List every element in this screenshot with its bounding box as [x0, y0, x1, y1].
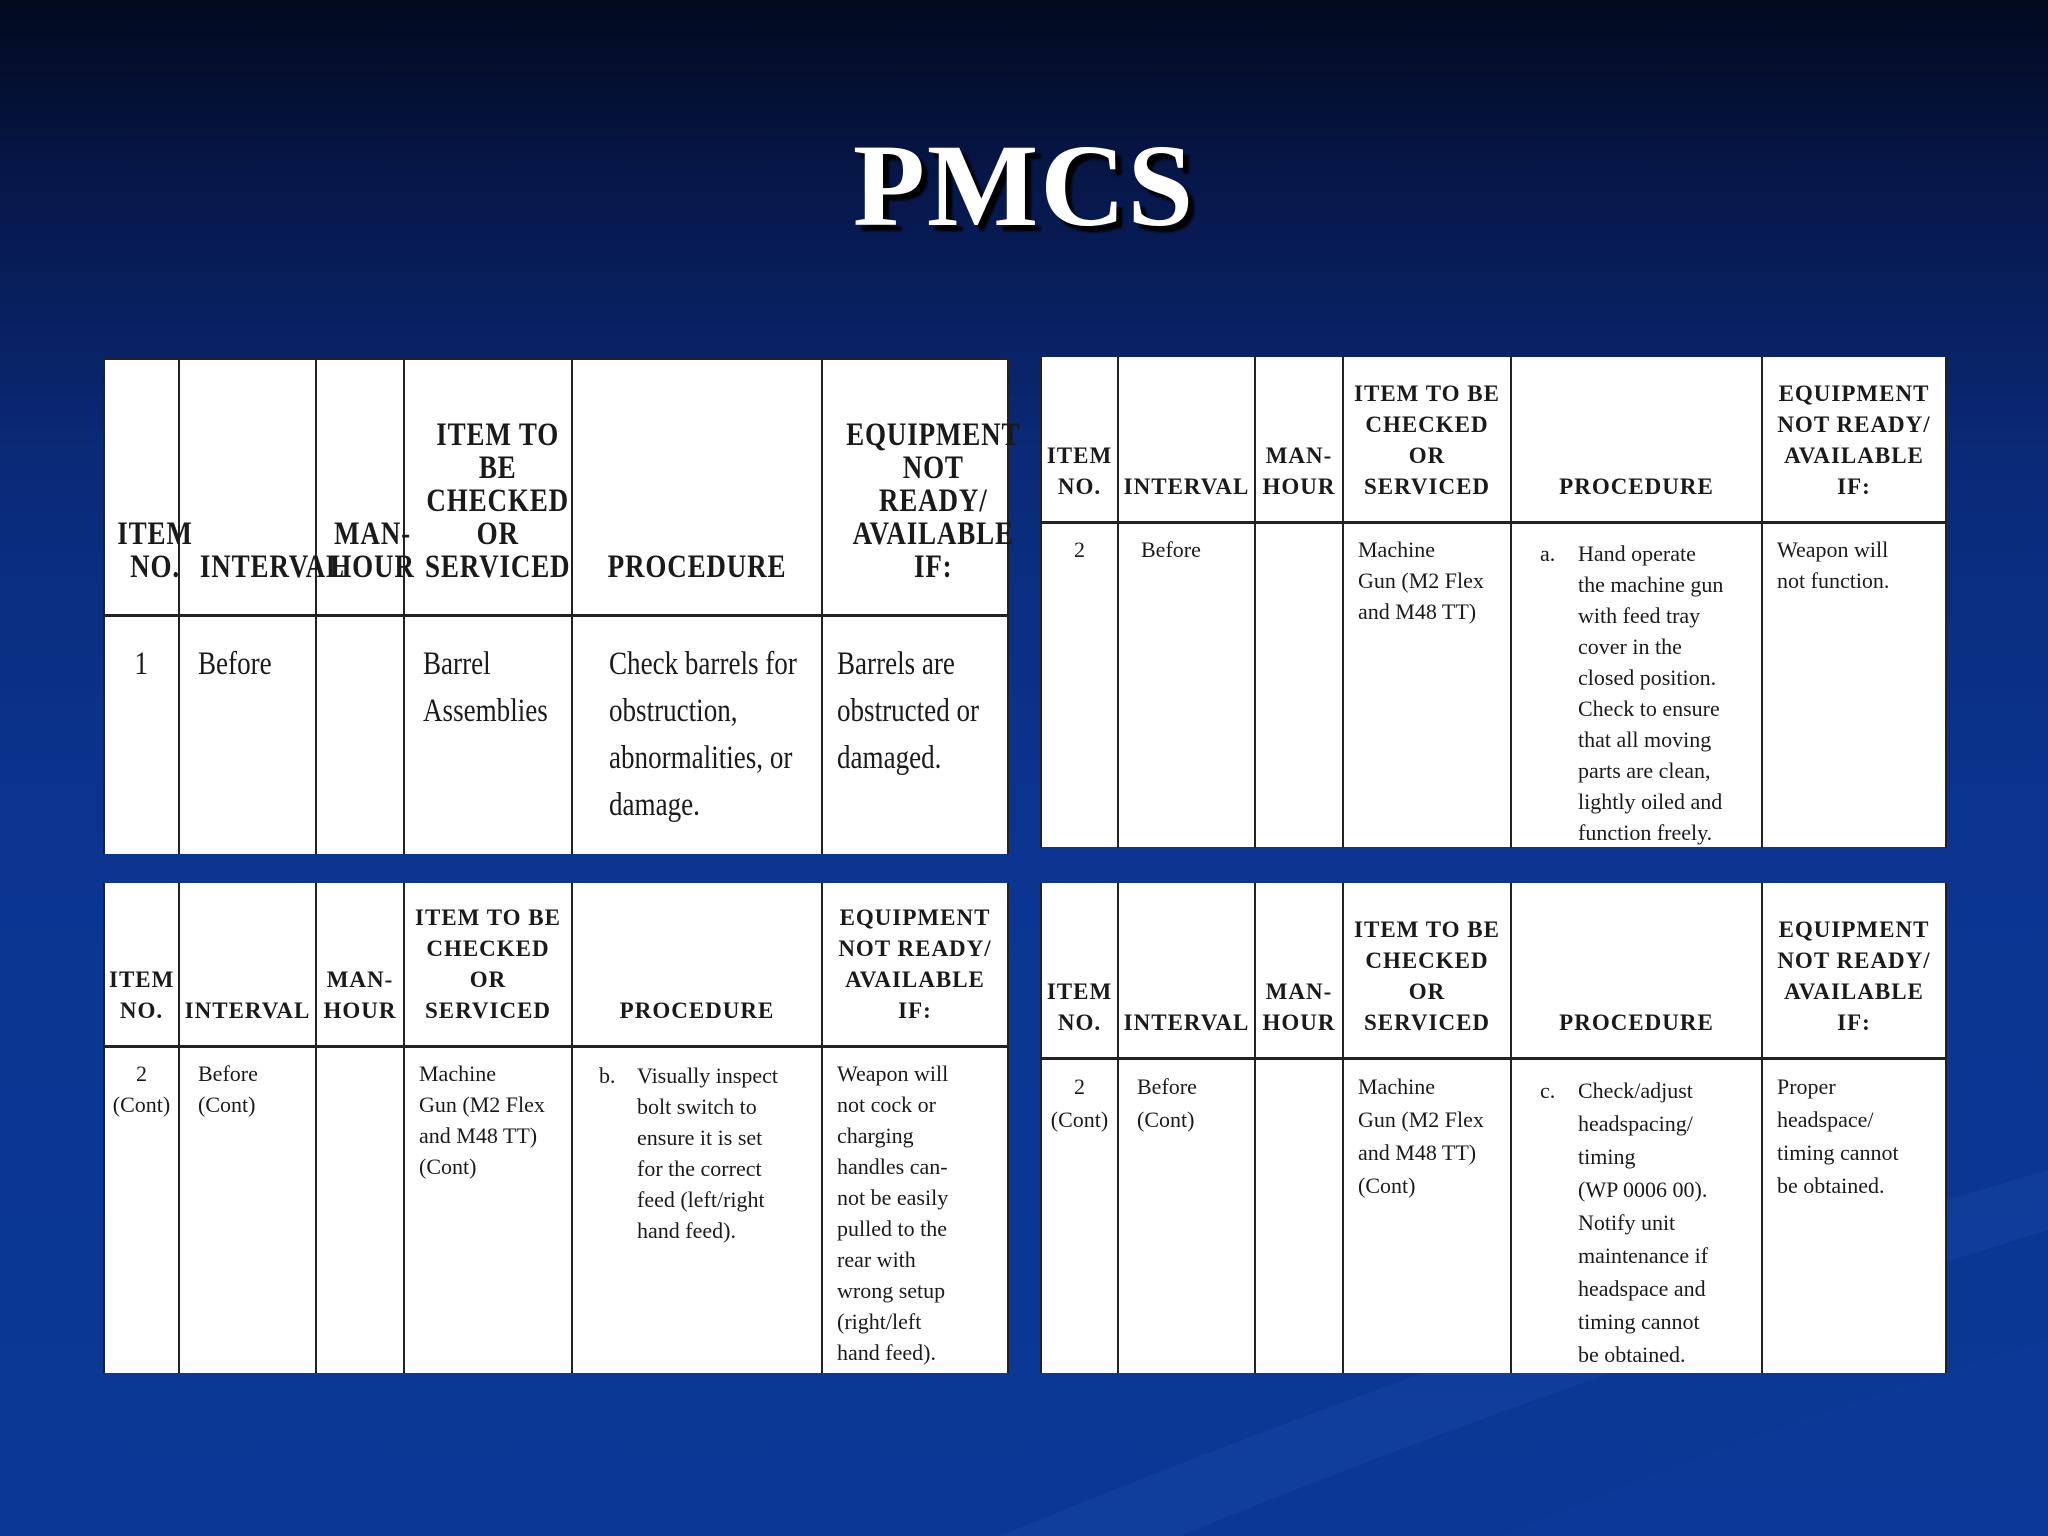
- header-interval: INTERVAL: [179, 883, 316, 1046]
- cell-equipment: Proper headspace/ timing cannot be obtained.: [1762, 1058, 1946, 1373]
- cell-item-no: 2 (Cont): [1041, 1058, 1118, 1373]
- cell-equipment: Weapon will not function.: [1762, 522, 1946, 848]
- header-item-checked: ITEM TO BE CHECKED OR SERVICED: [404, 360, 572, 615]
- header-item-no: ITEM NO.: [104, 360, 179, 615]
- pmcs-table: [103, 883, 1009, 1373]
- cell-procedure: c. Check/adjust headspacing/ timing (WP 0006 00). Notify unit maintenance if headspace and timing cannot be obtained.: [1511, 1058, 1762, 1373]
- header-equipment: EQUIPMENT NOT READY/ AVAILABLE IF:: [1762, 883, 1946, 1058]
- header-item-no: ITEM NO.: [104, 883, 179, 1046]
- cell-man-hour: [316, 1046, 404, 1373]
- header-item-no: ITEM NO.: [1041, 357, 1118, 522]
- cell-procedure: a. Hand operate the machine gun with feed tray cover in the closed position. Check to ensure that all moving parts are clean, lightly oiled and function freely.: [1511, 522, 1762, 848]
- header-equipment: EQUIPMENT NOT READY/ AVAILABLE IF:: [822, 360, 1008, 615]
- table-row: [1041, 522, 1946, 848]
- slide-title: PMCS: [852, 120, 1196, 251]
- cell-interval: Before: [179, 615, 316, 854]
- cell-man-hour: [1255, 522, 1343, 848]
- pmcs-table-item-1: [103, 357, 1021, 854]
- pmcs-table: [1040, 883, 1947, 1373]
- header-item-checked: ITEM TO BE CHECKED OR SERVICED: [404, 883, 572, 1046]
- header-item-checked: ITEM TO BE CHECKED OR SERVICED: [1343, 883, 1511, 1058]
- cell-item-no: 1: [104, 615, 179, 854]
- table-row: [1041, 1058, 1946, 1373]
- table-row: [104, 615, 1008, 854]
- header-item-checked: ITEM TO BE CHECKED OR SERVICED: [1343, 357, 1511, 522]
- pmcs-table-item-2a: [1040, 357, 1945, 847]
- pmcs-table: [1040, 357, 1947, 848]
- cell-item-no: 2 (Cont): [104, 1046, 179, 1373]
- procedure-step-letter: c.: [1540, 1077, 1556, 1103]
- procedure-step-letter: b.: [599, 1062, 616, 1088]
- pmcs-table-item-2b: [103, 883, 1007, 1373]
- header-procedure: PROCEDURE: [572, 883, 822, 1046]
- cell-item-no: 2: [1041, 522, 1118, 848]
- header-man-hour: MAN- HOUR: [316, 360, 404, 615]
- header-man-hour: MAN- HOUR: [316, 883, 404, 1046]
- cell-equipment: Weapon will not cock or charging handles can- not be easily pulled to the rear with wrong setup (right/left hand feed).: [822, 1046, 1008, 1373]
- cell-interval: Before (Cont): [1118, 1058, 1255, 1373]
- header-interval: INTERVAL: [1118, 883, 1255, 1058]
- header-item-no: ITEM NO.: [1041, 883, 1118, 1058]
- cell-man-hour: [1255, 1058, 1343, 1373]
- header-procedure: PROCEDURE: [1511, 357, 1762, 522]
- cell-interval: Before: [1118, 522, 1255, 848]
- pmcs-table: [103, 360, 1021, 854]
- header-equipment: EQUIPMENT NOT READY/ AVAILABLE IF:: [1762, 357, 1946, 522]
- header-man-hour: MAN- HOUR: [1255, 883, 1343, 1058]
- pmcs-table-item-2c: [1040, 883, 1945, 1373]
- header-man-hour: MAN- HOUR: [1255, 357, 1343, 522]
- cell-interval: Before (Cont): [179, 1046, 316, 1373]
- header-procedure: PROCEDURE: [572, 360, 822, 615]
- header-interval: INTERVAL: [179, 360, 316, 615]
- cell-procedure: Check barrels for obstruction, abnormalities, or damage.: [572, 615, 822, 854]
- cell-man-hour: [316, 615, 404, 854]
- table-row: [104, 1046, 1008, 1373]
- header-procedure: PROCEDURE: [1511, 883, 1762, 1058]
- header-interval: INTERVAL: [1118, 357, 1255, 522]
- cell-item: Machine Gun (M2 Flex and M48 TT) (Cont): [1343, 1058, 1511, 1373]
- procedure-step-letter: a.: [1540, 540, 1556, 566]
- cell-item: Barrel Assemblies: [404, 615, 572, 854]
- cell-equipment: Barrels are obstructed or damaged.: [822, 615, 1008, 854]
- header-equipment: EQUIPMENT NOT READY/ AVAILABLE IF:: [822, 883, 1008, 1046]
- cell-item: Machine Gun (M2 Flex and M48 TT): [1343, 522, 1511, 848]
- cell-procedure: b. Visually inspect bolt switch to ensure it is set for the correct feed (left/right hand feed).: [572, 1046, 822, 1373]
- cell-item: Machine Gun (M2 Flex and M48 TT) (Cont): [404, 1046, 572, 1373]
